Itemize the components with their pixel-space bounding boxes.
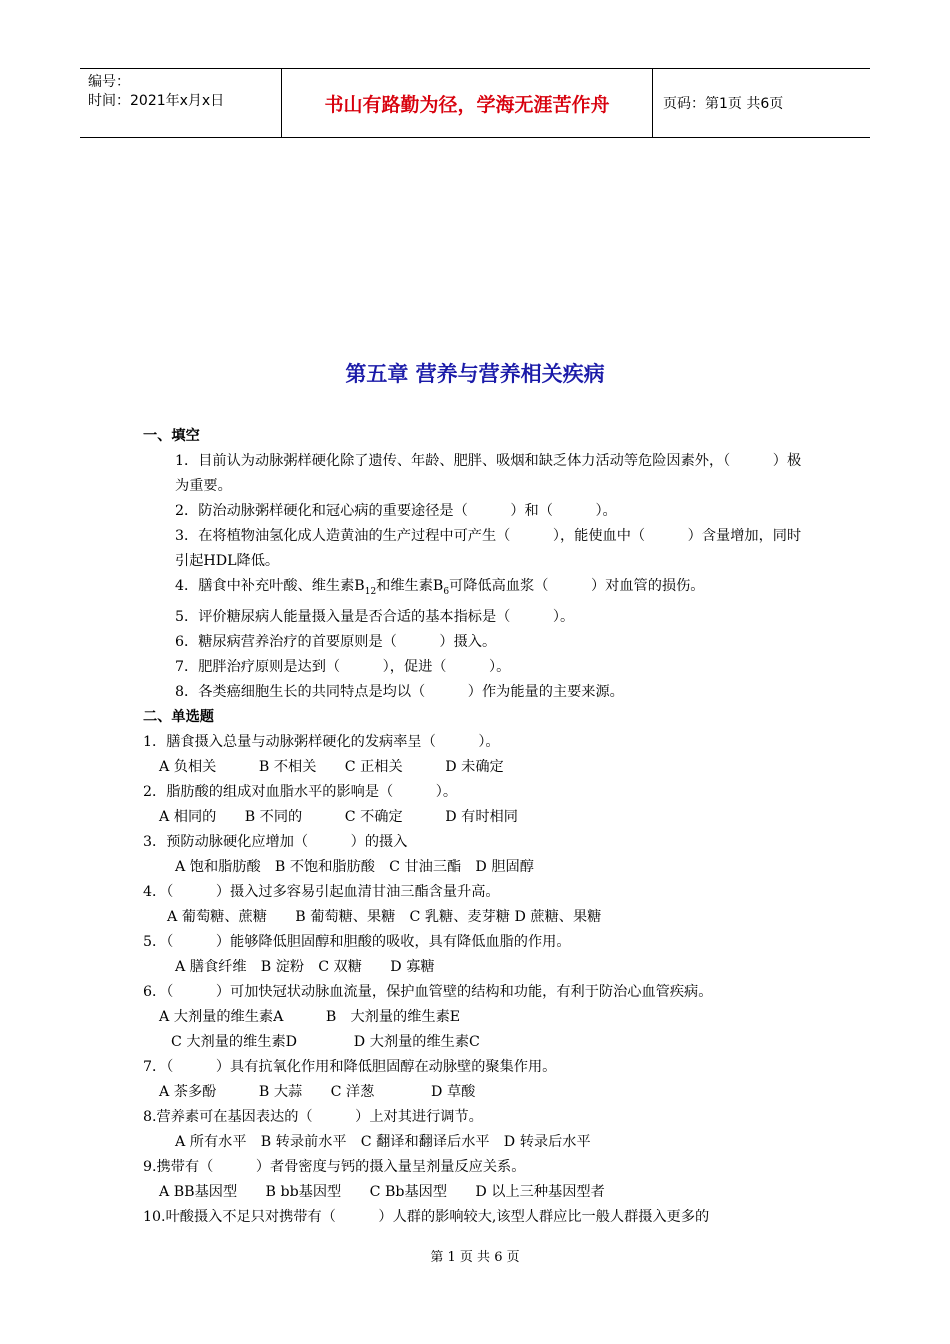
single-options-6a: A 大剂量的维生素A B 大剂量的维生素E [159, 1008, 461, 1025]
time-label: 时间：2021年x月x日 [88, 93, 225, 109]
single-question-4: 4．（ ）摄入过多容易引起血清甘油三酯含量升高。 [143, 883, 500, 900]
single-options-5: A 膳食纤维 B 淀粉 C 双糖 D 寡糖 [175, 958, 435, 975]
fill-question-2: 2．防治动脉粥样硬化和冠心病的重要途径是（ ）和（ ）。 [175, 503, 617, 519]
number-label: 编号： [88, 74, 130, 90]
fill-q4-part-a: 4．膳食中补充叶酸、维生素B [175, 578, 365, 594]
single-question-1: 1．膳食摄入总量与动脉粥样硬化的发病率呈（ ）。 [143, 733, 500, 750]
fill-question-8: 8．各类癌细胞生长的共同特点是均以（ ）作为能量的主要来源。 [175, 683, 624, 700]
fill-q4-sub-1: 12 [364, 586, 377, 597]
fill-question-1: 1．目前认为动脉粥样硬化除了遗传、年龄、肥胖、吸烟和缺乏体力活动等危险因素外，（ ）极为重要。 [175, 453, 802, 494]
fill-q4-part-b: 和维生素B [376, 578, 444, 594]
fill-question-6: 6．糖尿病营养治疗的首要原则是（ ）摄入。 [175, 633, 497, 650]
fill-question-4 [143, 574, 815, 605]
single-question-7: 7．（ ）具有抗氧化作用和降低胆固醇在动脉壁的聚集作用。 [143, 1058, 557, 1075]
single-question-10: 10.叶酸摄入不足只对携带有（ ）人群的影响较大,该型人群应比一般人群摄入更多的 [143, 1208, 710, 1225]
chapter-title: 第五章 营养与营养相关疾病 [345, 362, 605, 386]
fill-q4-part-c: 可降低高血浆（ ）对血管的损伤。 [449, 578, 705, 594]
page-header [80, 68, 870, 138]
single-question-9: 9.携带有（ ）者骨密度与钙的摄入量呈剂量反应关系。 [143, 1158, 526, 1175]
header-page-code: 页码：第1页 共6页 [663, 96, 784, 112]
single-options-6b: C 大剂量的维生素D D 大剂量的维生素C [171, 1033, 480, 1050]
single-options-4: A 葡萄糖、蔗糖 B 葡萄糖、果糖 C 乳糖、麦芽糖 D 蔗糖、果糖 [167, 908, 602, 925]
single-options-1: A 负相关 B 不相关 C 正相关 D 未确定 [159, 758, 504, 775]
single-options-7: A 茶多酚 B 大蒜 C 洋葱 D 草酸 [159, 1083, 476, 1100]
fill-question-7: 7．肥胖治疗原则是达到（ ），促进（ ）。 [175, 658, 511, 675]
document-body [143, 424, 815, 1230]
single-question-6: 6．（ ）可加快冠状动脉血流量，保护血管壁的结构和功能，有利于防治心血管疾病。 [143, 983, 713, 1000]
single-question-5: 5．（ ）能够降低胆固醇和胆酸的吸收，具有降低血脂的作用。 [143, 933, 571, 950]
single-options-9: A BB基因型 B bb基因型 C Bb基因型 D 以上三种基因型者 [159, 1183, 605, 1200]
single-question-8: 8.营养素可在基因表达的（ ）上对其进行调节。 [143, 1108, 483, 1125]
single-options-8: A 所有水平 B 转录前水平 C 翻译和翻译后水平 D 转录后水平 [175, 1133, 591, 1150]
fill-q4-sub-2: 6 [443, 586, 450, 597]
header-meta [80, 69, 282, 137]
single-question-3: 3．预防动脉硬化应增加（ ）的摄入 [143, 833, 408, 850]
single-options-3: A 饱和脂肪酸 B 不饱和脂肪酸 C 甘油三酯 D 胆固醇 [175, 858, 534, 875]
page-footer: 第 1 页 共 6 页 [430, 1250, 520, 1265]
single-options-2: A 相同的 B 不同的 C 不确定 D 有时相同 [159, 808, 518, 825]
single-question-2: 2．脂肪酸的组成对血脂水平的影响是（ ）。 [143, 783, 458, 800]
fill-question-3: 3．在将植物油氢化成人造黄油的生产过程中可产生（ ），能使血中（ ）含量增加，同时引起HDL降低。 [175, 528, 802, 569]
section-heading-fill: 一、填空 [143, 428, 200, 444]
fill-question-5: 5．评价糖尿病人能量摄入量是否合适的基本指标是（ ）。 [175, 608, 575, 625]
section-heading-single: 二、单选题 [143, 708, 214, 725]
header-motto: 书山有路勤为径，学海无涯苦作舟 [282, 69, 653, 137]
